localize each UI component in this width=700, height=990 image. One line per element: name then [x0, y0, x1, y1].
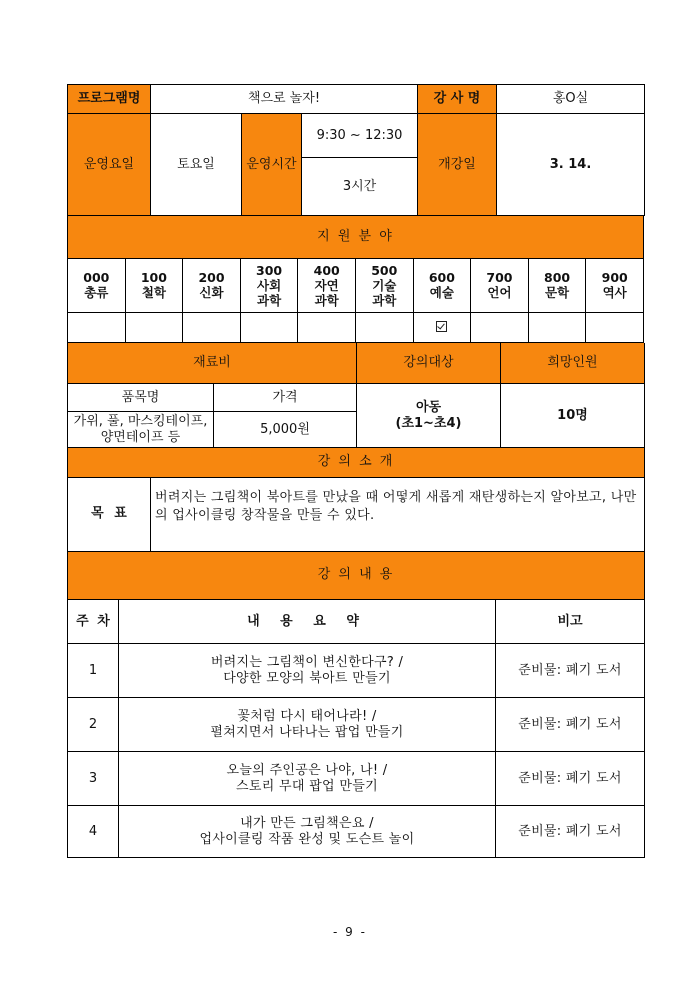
target-label: 강의대상: [357, 343, 501, 384]
page-number: - 9 -: [333, 925, 367, 939]
category-600: [413, 258, 471, 312]
week-number: 1: [68, 644, 119, 698]
item-name-label: 품목명: [68, 384, 214, 412]
category-300: [240, 258, 298, 312]
price-value: 5,000원: [214, 412, 357, 448]
category-800: [528, 258, 586, 312]
category-code: 400: [313, 262, 340, 278]
category-code: 900: [601, 270, 628, 285]
category-check-cell: [183, 312, 241, 342]
note-label: 비고: [496, 600, 645, 644]
category-check-cell: [240, 312, 298, 342]
category-code: 300: [256, 262, 283, 278]
category-check-cell: [125, 312, 183, 342]
content-row: [68, 806, 645, 858]
day-value: 토요일: [151, 114, 242, 216]
note-text: 준비물: 폐기 도서: [496, 644, 645, 698]
category-900: [586, 258, 644, 312]
category-name: 자연 과학: [314, 277, 339, 308]
items-value: 가위, 풀, 마스킹테이프, 양면테이프 등: [68, 412, 214, 448]
category-check-cell: [528, 312, 586, 342]
category-400: [298, 258, 356, 312]
day-label: 운영요일: [68, 114, 151, 216]
content-row: [68, 752, 645, 806]
category-code: 000: [83, 270, 110, 285]
week-number: 4: [68, 806, 119, 858]
support-field-header: 지 원 분 야: [68, 216, 644, 258]
category-code: 100: [140, 270, 167, 285]
category-name: 예술: [429, 285, 454, 300]
category-code: 700: [486, 270, 513, 285]
category-name: 총류: [84, 285, 109, 300]
support-field-table: [67, 216, 644, 343]
category-700: [471, 258, 529, 312]
target-value: 아동 (초1~초4): [357, 384, 501, 448]
week-number: 3: [68, 752, 119, 806]
duration-value: 3시간: [302, 158, 418, 216]
category-name: 문학: [544, 285, 570, 300]
category-name: 철학: [141, 285, 166, 300]
category-check-cell: [355, 312, 413, 342]
materials-table: [67, 343, 645, 449]
program-info-table: [67, 84, 645, 216]
start-date-label: 개강일: [418, 114, 497, 216]
materials-header: 재료비: [68, 343, 357, 384]
content-table: [67, 552, 645, 859]
category-name: 기술 과학: [372, 277, 397, 308]
category-name: 언어: [487, 285, 512, 300]
instructor-value: 홍O실: [497, 85, 645, 114]
category-000: [68, 258, 126, 312]
category-name: 신화: [199, 285, 224, 300]
price-label: 가격: [214, 384, 357, 412]
summary-text: 버려지는 그림책이 변신한다구? / 다양한 모양의 북아트 만들기: [119, 644, 496, 698]
category-row: [68, 258, 644, 312]
intro-header: 강 의 소 개: [68, 448, 645, 477]
time-range: 9:30 ~ 12:30: [302, 114, 418, 158]
category-name: 사회 과학: [257, 277, 282, 308]
start-date-value: 3. 14.: [497, 114, 645, 216]
content-row: [68, 644, 645, 698]
instructor-label: 강 사 명: [418, 85, 497, 114]
category-500: [355, 258, 413, 312]
content-row: [68, 698, 645, 752]
category-check-cell: [471, 312, 529, 342]
summary-text: 꽃처럼 다시 태어나라! / 펼쳐지면서 나타나는 팝업 만들기: [119, 698, 496, 752]
program-name-value: 책으로 놀자!: [151, 85, 418, 114]
program-sheet: [67, 84, 644, 858]
category-code: 600: [428, 270, 455, 285]
intro-table: [67, 448, 645, 552]
category-check-row: [68, 312, 644, 342]
category-code: 500: [371, 262, 398, 278]
week-label: 주 차: [68, 600, 119, 644]
category-check-cell: [413, 312, 471, 342]
week-number: 2: [68, 698, 119, 752]
checked-box-icon: [436, 321, 447, 332]
category-code: 800: [544, 270, 571, 285]
program-name-label: 프로그램명: [68, 85, 151, 114]
category-name: 역사: [602, 285, 627, 300]
capacity-value: 10명: [501, 384, 645, 448]
content-header: 강 의 내 용: [68, 552, 645, 600]
note-text: 준비물: 폐기 도서: [496, 806, 645, 858]
category-check-cell: [68, 312, 126, 342]
category-code: 200: [198, 270, 225, 285]
summary-label: 내 용 요 약: [119, 600, 496, 644]
time-label: 운영시간: [242, 114, 302, 216]
summary-text: 내가 만든 그림책은요 / 업사이클링 작품 완성 및 도슨트 놀이: [119, 806, 496, 858]
goal-label: 목 표: [68, 477, 151, 551]
category-100: [125, 258, 183, 312]
note-text: 준비물: 폐기 도서: [496, 698, 645, 752]
goal-text: 버려지는 그림책이 북아트를 만났을 때 어떻게 새롭게 재탄생하는지 알아보고, 나만의 업사이클링 창작물을 만들 수 있다.: [151, 477, 645, 551]
category-200: [183, 258, 241, 312]
note-text: 준비물: 폐기 도서: [496, 752, 645, 806]
category-check-cell: [298, 312, 356, 342]
category-check-cell: [586, 312, 644, 342]
capacity-label: 희망인원: [501, 343, 645, 384]
summary-text: 오늘의 주인공은 나야, 나! / 스토리 무대 팝업 만들기: [119, 752, 496, 806]
